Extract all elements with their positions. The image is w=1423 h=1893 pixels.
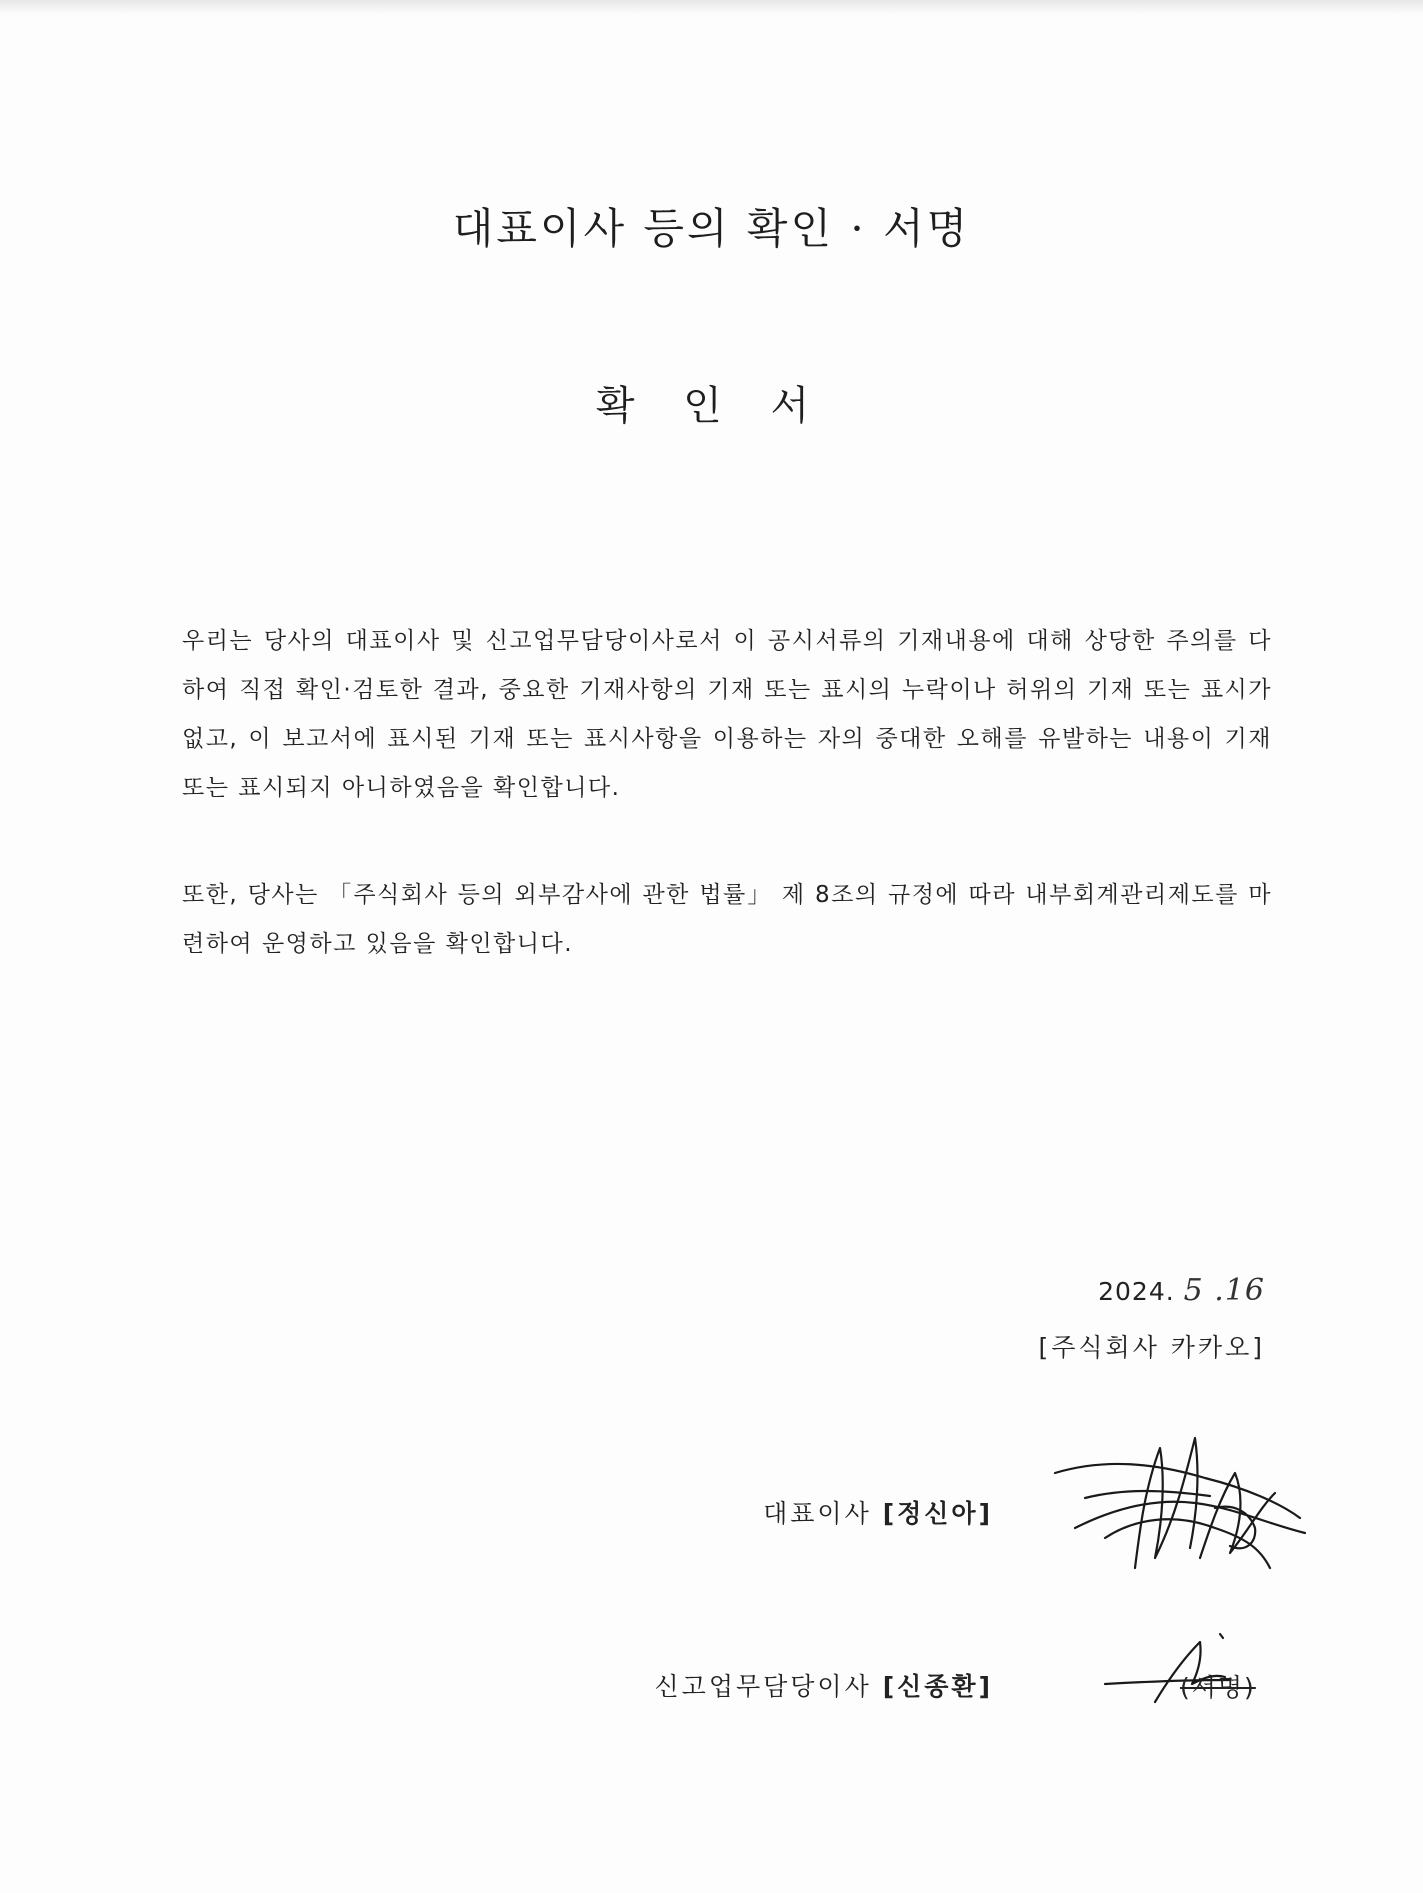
internal-control-paragraph: 또한, 당사는 「주식회사 등의 외부감사에 관한 법률」 제 8조의 규정에 따라 내부회계관리제도를 마련하여 운영하고 있음을 확인합니다.: [182, 882, 1272, 957]
ceo-signature-line: [763, 1494, 993, 1530]
date-handwritten: 5 .16: [1183, 1273, 1265, 1308]
confirmation-paragraph: 우리는 당사의 대표이사 및 신고업무담당이사로서 이 공시서류의 기재내용에 대해 상당한 주의를 다하여 직접 확인·검토한 결과, 중요한 기재사항의 기재 또는 표시의 누락이나 허위의 기재 또는 표시가 없고, 이 보고서에 표시된 기재 또는 표시사항을 이용하는 자의 중대한 오해를 유발하는 내용이 기재 또는 표시되지 아니하였음을 확인합니다.: [182, 628, 1272, 801]
cfo-sign-label: (서명): [1180, 1673, 1256, 1702]
ceo-name: [정신아]: [882, 1499, 993, 1528]
scan-edge: [0, 0, 1423, 14]
document-title: 대표이사 등의 확인 · 서명: [452, 204, 971, 253]
cfo-name: [신종환]: [882, 1672, 993, 1701]
ceo-role: 대표이사: [763, 1499, 872, 1528]
ceo-handwritten-signature: [1045, 1418, 1325, 1588]
document-subtitle: 확 인 서: [595, 383, 828, 429]
date-printed: 2024.: [1098, 1277, 1175, 1306]
cfo-role: 신고업무담당이사: [654, 1672, 872, 1701]
company-name: [주식회사 카카오]: [1038, 1333, 1265, 1362]
cfo-signature-line: [655, 1667, 993, 1703]
signing-date: [1098, 1273, 1265, 1308]
